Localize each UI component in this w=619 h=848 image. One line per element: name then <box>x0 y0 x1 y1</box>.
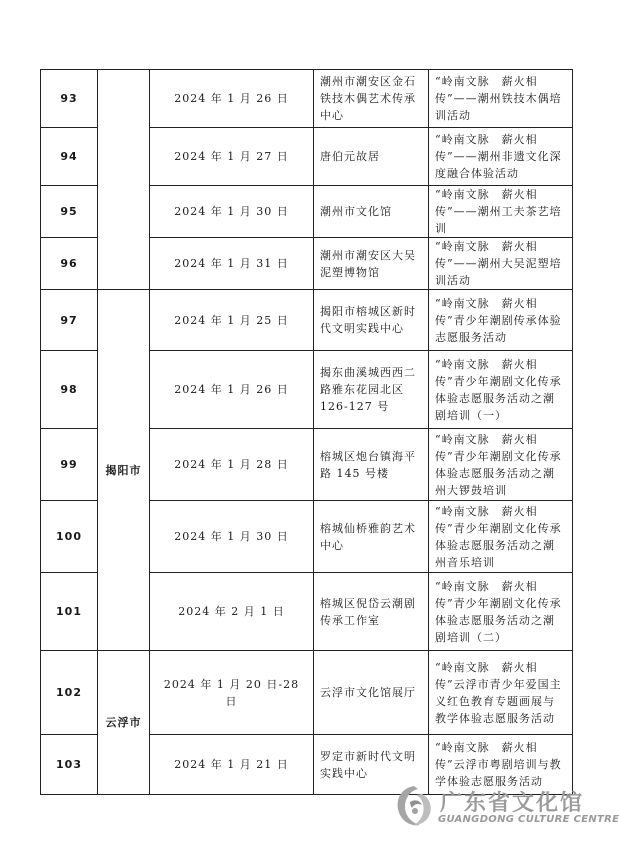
date-cell: 2024 年 1 月 30 日 <box>150 501 314 573</box>
venue-cell: 榕城区炮台镇海平路 145 号楼 <box>314 429 429 501</box>
row-number: 95 <box>41 186 98 238</box>
venue-cell: 揭东曲溪城西西二路雅东花园北区 126-127 号 <box>314 351 429 429</box>
venue-cell: 揭阳市榕城区新时代文明实践中心 <box>314 290 429 351</box>
venue-cell: 潮州市潮安区大吴泥塑博物馆 <box>314 238 429 290</box>
date-cell: 2024 年 1 月 26 日 <box>150 351 314 429</box>
venue-cell: 榕城仙桥雅韵艺术中心 <box>314 501 429 573</box>
city-cell-chaozhou <box>98 70 150 290</box>
row-number: 94 <box>41 128 98 186</box>
venue-cell: 唐伯元故居 <box>314 128 429 186</box>
culture-centre-emblem-icon <box>392 782 436 832</box>
city-cell-yunfu: 云浮市 <box>98 651 150 795</box>
activity-table <box>40 69 573 795</box>
date-cell: 2024 年 1 月 31 日 <box>150 238 314 290</box>
row-number: 103 <box>41 735 98 795</box>
table-row <box>41 290 573 351</box>
logo-name-cn: 广东省文化馆 <box>440 791 585 816</box>
event-cell: “岭南文脉 薪火相传”青少年潮剧文化传承体验志愿服务活动之潮剧培训（一） <box>429 351 573 429</box>
date-cell: 2024 年 1 月 20 日-28 日 <box>150 651 314 735</box>
row-number: 101 <box>41 573 98 651</box>
venue-cell: 潮州市文化馆 <box>314 186 429 238</box>
row-number: 102 <box>41 651 98 735</box>
date-cell: 2024 年 1 月 30 日 <box>150 186 314 238</box>
date-cell: 2024 年 1 月 21 日 <box>150 735 314 795</box>
venue-cell: 榕城区倪岱云潮剧传承工作室 <box>314 573 429 651</box>
event-cell: “岭南文脉 薪火相传”——潮州铁技木偶培训活动 <box>429 70 573 128</box>
event-cell: “岭南文脉 薪火相传”——潮州非遗文化深度融合体验活动 <box>429 128 573 186</box>
event-cell: “岭南文脉 薪火相传”——潮州工夫茶艺培训 <box>429 186 573 238</box>
row-number: 96 <box>41 238 98 290</box>
row-number: 99 <box>41 429 98 501</box>
logo-name-en: GUANGDONG CULTURE CENTRE <box>438 814 619 825</box>
watermark-logo <box>392 782 619 834</box>
event-cell: “岭南文脉 薪火相传”云浮市青少年爱国主义红色教育专题画展与教学体验志愿服务活动 <box>429 651 573 735</box>
row-number: 98 <box>41 351 98 429</box>
venue-cell: 罗定市新时代文明实践中心 <box>314 735 429 795</box>
event-cell: “岭南文脉 薪火相传”青少年潮剧文化传承体验志愿服务活动之潮剧培训（二） <box>429 573 573 651</box>
date-cell: 2024 年 1 月 27 日 <box>150 128 314 186</box>
date-cell: 2024 年 2 月 1 日 <box>150 573 314 651</box>
venue-cell: 潮州市潮安区金石铁技木偶艺术传承中心 <box>314 70 429 128</box>
date-cell: 2024 年 1 月 28 日 <box>150 429 314 501</box>
event-cell: “岭南文脉 薪火相传”青少年潮剧文化传承体验志愿服务活动之潮州大锣鼓培训 <box>429 429 573 501</box>
date-cell: 2024 年 1 月 25 日 <box>150 290 314 351</box>
city-cell-jieyang: 揭阳市 <box>98 290 150 651</box>
table-row <box>41 70 573 128</box>
date-cell: 2024 年 1 月 26 日 <box>150 70 314 128</box>
row-number: 100 <box>41 501 98 573</box>
row-number: 93 <box>41 70 98 128</box>
event-cell: “岭南文脉 薪火相传”云浮市粤剧培训与教学体验志愿服务活动 <box>429 735 573 795</box>
venue-cell: 云浮市文化馆展厅 <box>314 651 429 735</box>
event-cell: “岭南文脉 薪火相传”青少年潮剧文化传承体验志愿服务活动之潮州音乐培训 <box>429 501 573 573</box>
table-row <box>41 651 573 735</box>
event-cell: “岭南文脉 薪火相传”——潮州大吴泥塑培训活动 <box>429 238 573 290</box>
row-number: 97 <box>41 290 98 351</box>
event-cell: “岭南文脉 薪火相传”青少年潮剧传承体验志愿服务活动 <box>429 290 573 351</box>
